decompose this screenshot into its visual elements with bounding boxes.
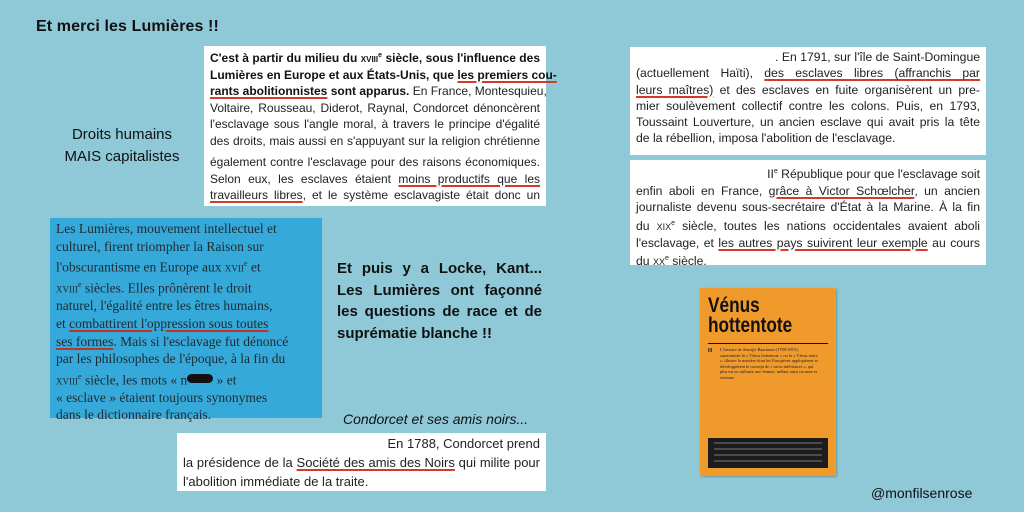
- excerpt-line: des droits, mais aussi en s'appuyant sur la religion chrétienne: [210, 133, 540, 148]
- excerpt-line: dans le dictionnaire français.: [56, 407, 212, 423]
- side-label-line: Droits humains: [71, 126, 173, 143]
- excerpt-line: journaliste devenu sous-secrétaire d'État à la Marine. À la fin: [636, 200, 980, 215]
- author-handle: @monfilsenrose: [871, 485, 973, 501]
- excerpt-card-condorcet: [177, 433, 546, 491]
- page-title: Et merci les Lumières !!: [36, 18, 219, 35]
- excerpt-line: de la rébellion, imposa l'abolition de l'esclavage.: [636, 131, 896, 146]
- side-label: [52, 124, 192, 168]
- excerpt-card-economics: [204, 154, 546, 206]
- excerpt-line: enfin aboli en France, grâce à Victor Schœlcher, un ancien: [636, 183, 980, 198]
- excerpt-line: C'est à partir du milieu du xviii$^e$ siècle, sous l'influence des: [210, 51, 540, 65]
- excerpt-line: rants abolitionnistes sont apparus. En France, Montesquieu,: [210, 84, 547, 98]
- book-mark: III: [708, 348, 713, 354]
- excerpt-line: xviii$^e$ siècle, les mots « n » et: [56, 371, 237, 388]
- side-label-line: MAIS capitalistes: [64, 148, 180, 165]
- excerpt-line: Voltaire, Rousseau, Diderot, Raynal, Condorcet dénoncèrent: [210, 100, 540, 115]
- excerpt-line: la présidence de la Société des amis des Noirs qui milite pour: [183, 455, 540, 470]
- excerpt-card-abolitionists: [204, 46, 557, 156]
- excerpt-card-schoelcher: [630, 160, 986, 269]
- callout-text: Et puis y a Locke, Kant... Les Lumières ont façonné les questions de race et de suprématie blanche !!: [337, 260, 542, 342]
- excerpt-line: Les Lumières, mouvement intellectuel et: [56, 221, 277, 236]
- excerpt-line: mier soulèvement collectif contre les colons. Puis, en 1793,: [636, 98, 980, 113]
- excerpt-line: culturel, firent triompher la Raison sur: [56, 238, 264, 254]
- excerpt-card-lumieres-blue: [50, 218, 322, 423]
- book-description: L'histoire de Saartjie Baartman (1789-1815), surnommée la « Vénus hottentote » ou la « Vénus noire », illustre la manière dont les Européens appliquèrent et développèrent le concept de « races inférieures », qui plus est en utilisant une femme, mêlant ainsi racisme et sexisme.: [720, 347, 818, 380]
- excerpt-line: xviii$^e$ siècles. Elles prônèrent le droit: [56, 280, 252, 296]
- excerpt-line: et combattirent l'oppression sous toutes: [56, 315, 269, 331]
- excerpt-line: . En 1791, sur l'île de Saint-Domingue: [775, 50, 980, 64]
- book-title-line2: hottentote: [708, 314, 793, 337]
- excerpt-line: Selon eux, les esclaves étaient moins productifs que les: [210, 171, 540, 186]
- excerpt-line: travailleurs libres, et le système esclavagiste était donc un: [210, 188, 540, 202]
- excerpt-line: leurs maîtres) et des esclaves en fuite organisèrent un pre-: [636, 82, 980, 97]
- book-cover-venus-hottentote: [700, 288, 836, 476]
- excerpt-line: ses formes. Mais si l'esclavage fut dénoncé: [56, 333, 289, 349]
- excerpt-line: du xix$^e$ siècle, toutes les nations occidentales avaient aboli: [636, 218, 980, 233]
- excerpt-line: naturel, l'égalité entre les êtres humains,: [56, 298, 273, 314]
- caption-condorcet: Condorcet et ses amis noirs...: [343, 411, 529, 427]
- censor-bar: [187, 374, 213, 383]
- excerpt-line: En 1788, Condorcet prend: [387, 436, 540, 451]
- excerpt-line: l'esclavage sous l'angle moral, à travers le principe d'égalité: [210, 117, 540, 131]
- excerpt-line: par les philosophes de l'époque, à la fin du: [56, 351, 286, 367]
- book-title-line1: Vénus: [708, 294, 760, 317]
- book-divider: [708, 343, 828, 344]
- excerpt-line: l'abolition immédiate de la traite.: [183, 474, 369, 489]
- book-footer-bar: [708, 438, 828, 468]
- excerpt-card-saint-domingue: [630, 47, 986, 155]
- excerpt-line: l'esclavage, et les autres pays suivirent leur exemple au cours: [636, 235, 980, 250]
- excerpt-line: « esclave » étaient toujours synonymes: [56, 389, 268, 405]
- excerpt-line: également contre l'esclavage pour des raisons économiques.: [210, 155, 540, 169]
- excerpt-line: l'obscurantisme en Europe aux xvii$^e$ et: [56, 259, 261, 275]
- excerpt-line: IIe République pour que l'esclavage soit: [767, 167, 980, 182]
- excerpt-line: du $xx^e$ siècle.: [636, 254, 707, 269]
- excerpt-line: Toussaint Louverture, un ancien esclave qui avait pris la tête: [636, 115, 980, 130]
- excerpt-line: (actuellement Haïti), des esclaves libres (affranchis par: [636, 66, 980, 81]
- excerpt-line: Lumières en Europe et aux États-Unis, que les premiers cou-: [210, 67, 557, 82]
